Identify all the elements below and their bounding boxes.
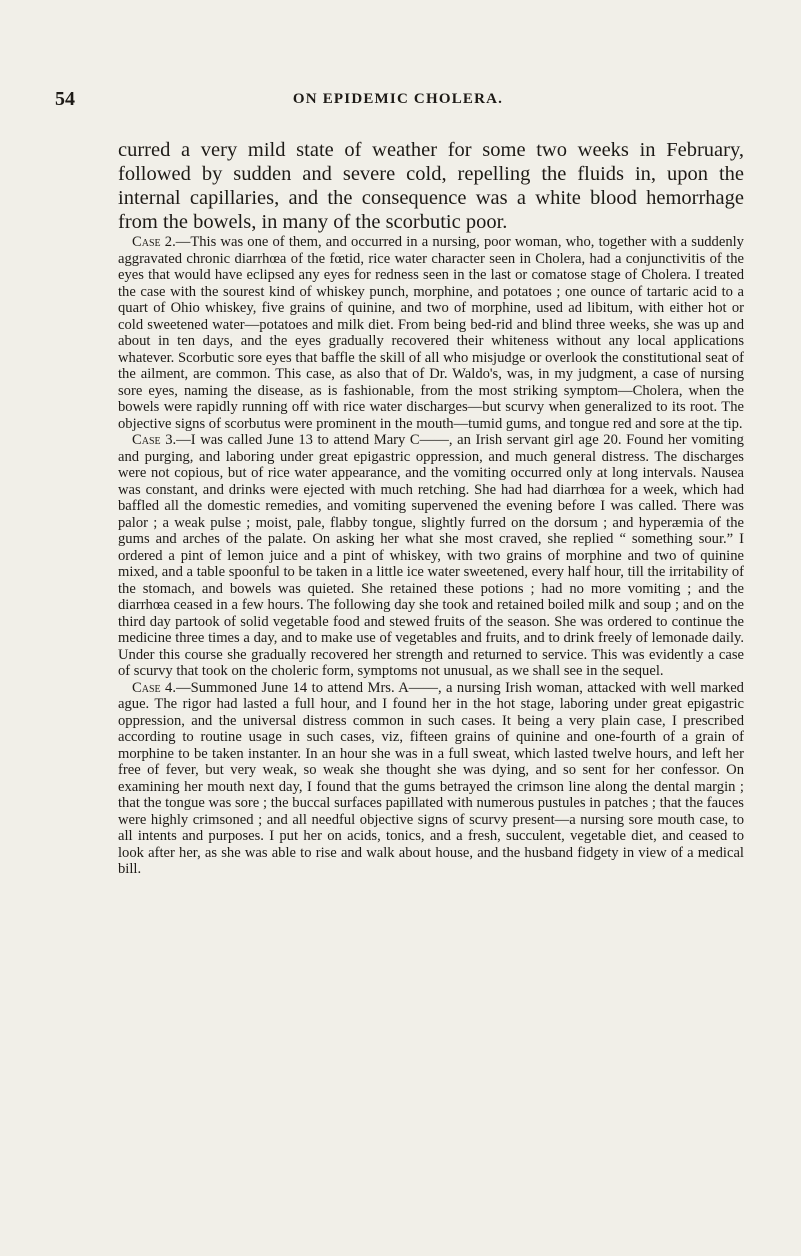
case-4-label: Case 4. bbox=[132, 679, 176, 696]
case-3-label: Case 3. bbox=[132, 432, 177, 448]
case-3-text: —I was called June 13 to attend Mary C——, an Irish servant girl age 20. Found her vomiting and purging, and laboring under great epigastric oppression, and much general distress. The discharges were not copious, but of rice water appearance, and the vomiting occurred only at long intervals. Nausea was constant, and drinks were ejected with much retching. She had had diarrhœa for a week, which had baffled all the domestic remedies, and vomiting supervened the evening before I was called. There was palor ; a weak pulse ; moist, pale, flabby tongue, slightly furred on the dorsum ; and hyperæmia of the gums and arches of the palate. On asking her what she most craved, she replied “ something sour.” I ordered a pint of lemon juice and a pint of whiskey, with two grains of morphine and two of quinine mixed, and a table spoonful to be taken in a little ice water sweetened, every half hour, till the irritability of the stomach, and bowels was quieted. She retained these potions ; had no more vomiting ; and the diarrhœa ceased in a few hours. The following day she took and retained boiled milk and soup ; and on the third day partook of solid vegetable food and stewed fruits of the season. She was ordered to continue the medicine three times a day, and to make use of vegetables and fruits, and to drink freely of lemonade daily. Under this course she gradually recovered her strength and returned to service. This was evidently a case of scurvy that took on the choleric form, symptoms not unusual, as we shall see in the sequel. bbox=[118, 432, 744, 679]
case-2-paragraph bbox=[118, 234, 744, 432]
case-2-text: —This was one of them, and occurred in a nursing, poor woman, who, together with a suddenly aggravated chronic diarrhœa of the fœtid, rice water character seen in Cholera, had a conjunctivitis of the eyes that would have eclipsed any eyes for redness seen in the last or comatose stage of Cholera. I treated the case with the sourest kind of whiskey punch, morphine, and potatoes ; one ounce of tartaric acid to a quart of Ohio whiskey, five grains of quinine, and two of morphine, used ad libitum, with either hot or cold sweetened water—potatoes and milk diet. From being bed-rid and blind three weeks, she was up and about in ten days, and the eyes gradually recovered their whiteness without any local applications whatever. Scorbutic sore eyes that baffle the skill of all who misjudge or overlook the constitutional seat of the ailment, are common. This case, as also that of Dr. Waldo's, was, in my judgment, a case of nursing sore eyes, naming the disease, as is fashionable, from the most striking symptom—Cholera, when the bowels were rapidly running off with rice water discharges—but scurvy when generalized to its root. The objective signs of scorbutus were prominent in the mouth—tumid gums, and tongue red and sore at the tip. bbox=[118, 234, 744, 432]
case-4-text: —Summoned June 14 to attend Mrs. A——, a nursing Irish woman, attacked with well marked ague. The rigor had lasted a full hour, and I found her in the hot stage, laboring under great epigastric oppression, and the universal distress common in such cases. It being a very plain case, I prescribed according to routine usage in such cases, viz, fifteen grains of quinine and one-fourth of a grain of morphine to be taken instanter. In an hour she was in a full sweat, which lasted twelve hours, and left her free of fever, but very weak, so weak she thought she was dying, and so sent for her confessor. On examining her mouth next day, I found that the gums betrayed the crimson line along the dental margin ; that the tongue was sore ; the buccal surfaces papillated with numerous pustules in patches ; that the fauces were highly crimsoned ; and all needful objective signs of scurvy present—a nursing sore mouth case, to all intents and purposes. I put her on acids, tonics, and a fresh, succulent, vegetable diet, and ceased to look after her, as she was able to rise and walk about house, and the husband fidgety in view of a medical bill. bbox=[118, 679, 744, 877]
running-head: ON EPIDEMIC CHOLERA. bbox=[292, 91, 504, 107]
intro-paragraph: curred a very mild state of weather for some two weeks in February, followed by sudden and severe cold, repelling the fluids in, upon the internal capillaries, and the consequence was a white blood hemorrhage from the bowels, in many of the scorbutic poor. bbox=[118, 139, 744, 233]
case-2-label: Case 2. bbox=[132, 234, 176, 250]
page-number: 54 bbox=[55, 88, 75, 110]
case-4-paragraph bbox=[118, 680, 744, 878]
page-header bbox=[55, 88, 741, 114]
page-body bbox=[118, 138, 744, 878]
case-3-paragraph bbox=[118, 432, 744, 680]
